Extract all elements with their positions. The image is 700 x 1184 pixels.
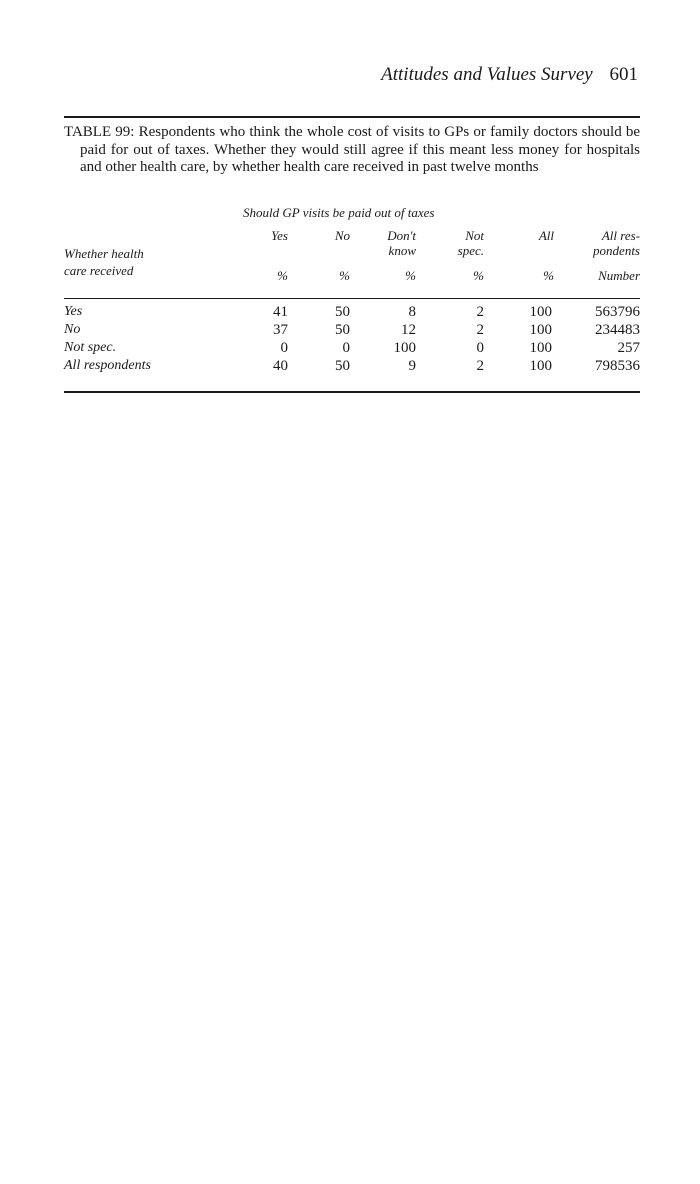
column-header-no: No [334, 228, 350, 243]
column-spanner-heading: Should GP visits be paid out of taxes [243, 205, 435, 220]
table-cell: 234483 [595, 322, 640, 338]
table-cell: 100 [529, 304, 552, 320]
table-cell: 100 [529, 358, 552, 374]
table-cell: 2 [476, 358, 484, 374]
table-cell: 563796 [595, 304, 640, 320]
table-row [64, 340, 640, 357]
column-unit-no: % [339, 268, 350, 283]
table-cell: 0 [280, 340, 288, 356]
row-label: No [64, 322, 81, 337]
table-row [64, 304, 640, 321]
column-header-all: All [538, 228, 554, 243]
table-cell: 0 [476, 340, 484, 356]
table-row-total [64, 358, 640, 375]
column-unit-not-spec: % [473, 268, 484, 283]
table-cell: 798536 [595, 358, 640, 374]
table-cell: 2 [476, 304, 484, 320]
table-bottom-rule [64, 391, 640, 393]
table-cell: 100 [393, 340, 416, 356]
table-cell: 8 [408, 304, 416, 320]
table-cell: 40 [273, 358, 288, 374]
column-header-dont-know: Don't know [387, 228, 416, 258]
page-number: 601 [609, 64, 638, 85]
table-cell: 50 [335, 304, 350, 320]
column-header-all-respondents: All res- pondents [593, 228, 640, 258]
table-cell: 12 [401, 322, 416, 338]
column-unit-all-respondents: Number [598, 268, 640, 283]
table-cell: 50 [335, 322, 350, 338]
table-cell: 2 [476, 322, 484, 338]
table-cell: 9 [408, 358, 416, 374]
column-unit-yes: % [277, 268, 288, 283]
table-header-rule [64, 298, 640, 299]
table-cell: 41 [273, 304, 288, 320]
table-cell: 50 [335, 358, 350, 374]
stub-header-line-2: care received [64, 263, 134, 278]
row-label: Not spec. [64, 340, 117, 355]
table-cell: 100 [529, 322, 552, 338]
running-head-title: Attitudes and Values Survey [381, 64, 593, 85]
row-label: All respondents [64, 358, 151, 373]
table-cell: 37 [273, 322, 288, 338]
table-caption: TABLE 99: Respondents who think the whole cost of visits to GPs or family doctors should be paid for out of taxes. Whether they would still agree if this meant less money for hospitals and other health care, by whether health care received in past twelve months [64, 124, 640, 175]
column-header-not-spec: Not spec. [457, 228, 484, 258]
column-unit-dont-know: % [405, 268, 416, 283]
table-top-rule [64, 116, 640, 118]
column-header-yes: Yes [271, 228, 288, 243]
table-cell: 100 [529, 340, 552, 356]
stub-header-line-1: Whether health [64, 246, 144, 261]
row-label: Yes [64, 304, 83, 319]
table-cell: 0 [342, 340, 350, 356]
stub-header [64, 245, 144, 279]
running-head [381, 64, 638, 86]
table-row [64, 322, 640, 339]
table-cell: 257 [617, 340, 640, 356]
column-unit-all: % [543, 268, 554, 283]
